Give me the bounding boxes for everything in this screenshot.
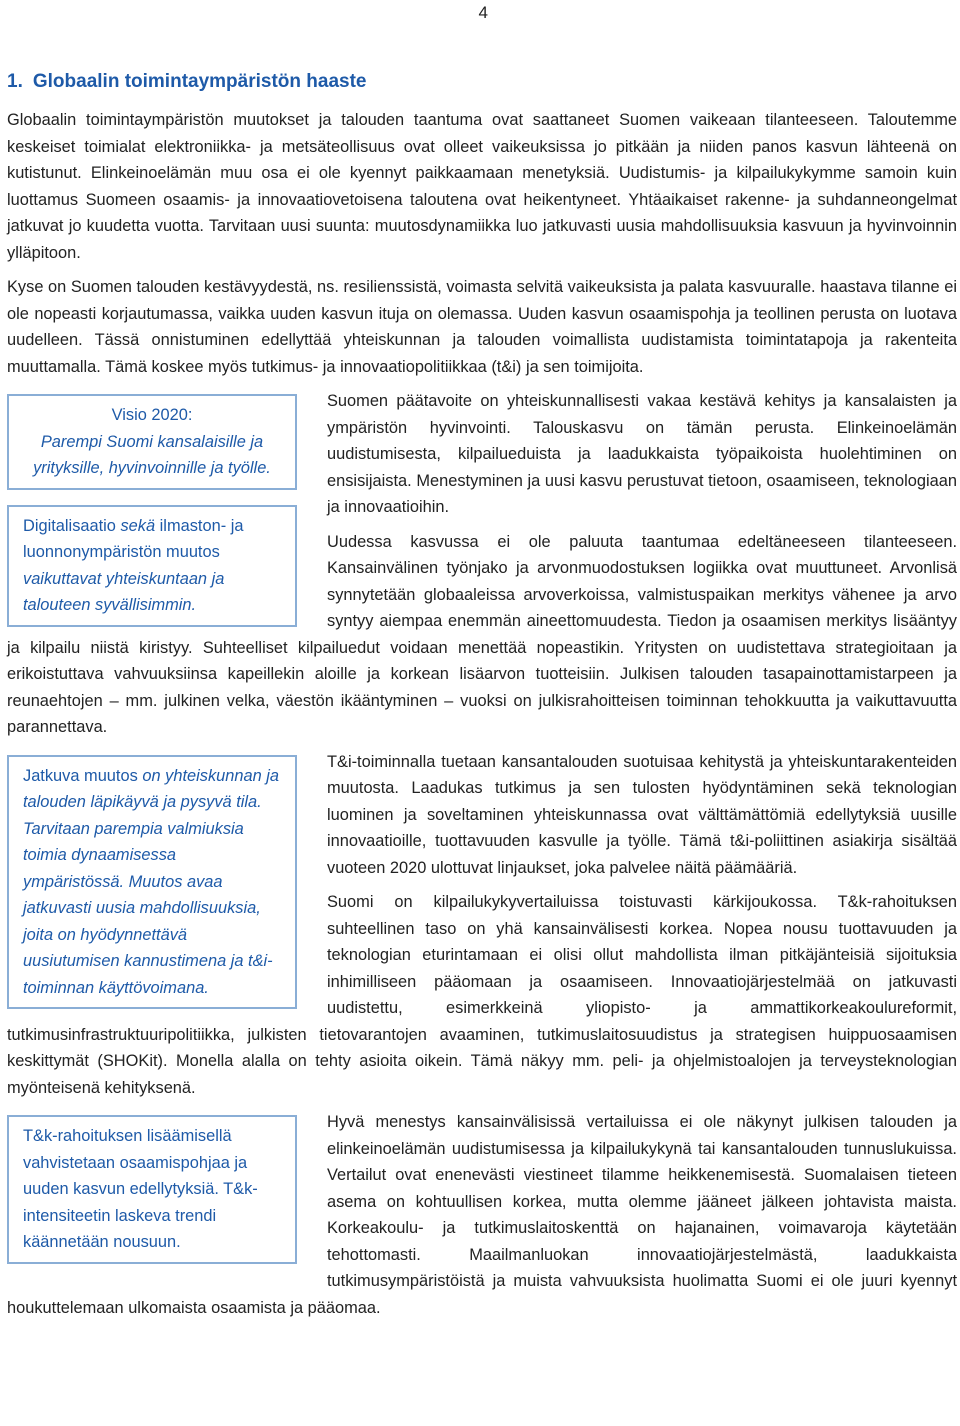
paragraph-3: Suomen päätavoite on yhteiskunnallisesti vakaa kestävä kehitys ja kansalaisten ja ympäristön hyvinvointi. Talouskasvu on tämän perusta. Elinkeinoelämän uudistumisesta, kilpailueduista ja laadukkaista työpaikoista huolehtiminen on ensisijaista. Menestyminen ja uusi kasvu perustuvat tietoon, osaamiseen, teknologiaan ja innovaatioihin. xyxy=(327,392,957,516)
paragraph-2: Kyse on Suomen talouden kestävyydestä, ns. resilienssistä, voimasta selvitä vaikeuksista ja palata kasvuuralle. haastava tilanne ei ole nopeasti korjautumassa, vaikka uuden kasvun ituja on olemassa. Uuden kasvun osaamispohja ja teollinen perusta on luotava uudelleen. Tässä onnistuminen edellyttää yhteiskunnan ja talouden voimallista uudistamista toimintatapoja ja rakenteita muuttamalla. Tämä koskee myös tutkimus- ja innovaatiopolitiikkaa (t&i) ja sen toimijoita. xyxy=(7,278,957,376)
rd-box xyxy=(7,1115,297,1264)
digital-italic-2: vaikuttavat yhteiskuntaan ja talouteen syvällisimmin. xyxy=(23,569,225,614)
rd-sidebar xyxy=(7,1115,297,1264)
paragraph-7: Hyvä menestys kansainvälisissä vertailuissa ei ole näkynyt julkisen talouden ja elinkeinoelämän uudistumisessa ja kilpailukykynä tai kansantalouden tunnuslukuissa. Vertailut ovat enenevästi viestineet tilamme heikkenemisestä. Suomalaisen tieteen asema on kohtuullisen korkea, mutta olemme jääneet jälkeen johtavista maista. Korkeakoulu- ja tutkimuslaitoskenttä on hajanainen, voimavaroja käytetään tehottomasti. Maailmanluokan innovaatiojärjestelmästä, laadukkaista tutkimusympäristöistä ja muista vahvuuksista huolimatta Suomi ei ole juuri kyennyt houkuttelemaan ulkomaista osaamista ja pääomaa. xyxy=(7,1113,957,1317)
document-body xyxy=(7,68,957,1329)
digital-lead: Digitalisaatio xyxy=(23,516,121,535)
paragraph-1: Globaalin toimintaympäristön muutokset ja talouden taantuma ovat saattaneet Suomen vaikeaan tilanteeseen. Taloutemme keskeiset toimialat elektroniikka- ja metsäteollisuus ovat olleet vaikeuksissa jo pitkään ja niiden panos kasvun lähteenä on kutistunut. Elinkeinoelämän muu osa ei ole kyennyt paikkaamaan menetyksiä. Uudistumis- ja kilpailukykymme samoin kuin luottamus Suomeen osaamis- ja innovaatiovetoisena taloutena ovat heikentyneet. Yhtäaikaiset rakenne- ja suhdanneongelmat jatkuvat jo kuudetta vuotta. Tarvitaan uusi suunta: muutosdynamiikka luo jatkuvasti uusia mahdollisuuksia kasvuun ja hyvinvoinnin ylläpitoon. xyxy=(7,111,957,262)
section-title: Globaalin toimintaympäristön haaste xyxy=(32,71,367,92)
digitalisation-box xyxy=(7,505,297,627)
vision-title: Visio 2020: xyxy=(111,406,193,424)
digital-mid: ilmaston- ja luonnonympäristön muutos xyxy=(23,516,244,561)
change-text: on yhteiskunnan ja talouden läpikäyvä ja pysyvä tila. Tarvitaan parempia valmiuksia toimia dynaamisessa ympäristössä. Muutos avaa jatkuvasti uusia mahdollisuuksia, joita on hyödynnettävä uusiutumisen kannustimena ja t&i-toiminnan käyttövoimana. xyxy=(23,766,280,997)
change-box xyxy=(7,755,297,1010)
change-lead: Jatkuva muutos xyxy=(23,766,143,785)
paragraph-4: Uudessa kasvussa ei ole paluuta taantumaa edeltäneeseen tilanteeseen. Kansainvälinen työnjako ja arvonmuodostuksen logiikka ovat muuttuneet. Arvonlisä synnytetään globaaleissa arvoverkoissa, valmistuspaikan merkitys vähenee ja arvo syntyy aiempaa enemmän aineettomuudesta. Tiedon ja osaamisen merkitys lisääntyy ja kilpailu niistä kiristyy. Suhteelliset kilpailuedut voidaan menettää nopeastikin. Yritysten on uudistettava strategioitaan ja erikoistuttava vahvuuksiinsa kapeillekin aloille ja korkean lisäarvon tuotteisiin. Julkisen talouden tasapainottamistarpeen ja reunaehtojen – mm. julkinen velka, väestön ikääntyminen – vuoksi on julkisrahoitteisen toiminnan tehokkuutta ja vaikuttavuutta parannettava. xyxy=(7,532,957,736)
paragraph-6: Suomi on kilpailukykyvertailuissa toistuvasti kärkijoukossa. T&k-rahoituksen suhteellinen taso on yhä kansainvälisesti korkea. Nopea nousu tuottavuuden ja teknologian eturintamaan ei olisi ollut mahdollista ilman pitkäjänteisiä sijoituksia inhimilliseen pääomaan ja osaamiseen. Innovaatiojärjestelmää on jatkuvasti uudistettu, esimerkkeinä yliopisto- ja ammattikorkeakoulureformit, tutkimusinfrastruktuuripolitiikka, julkisten tietovarantojen avaaminen, tutkimuslaitosuudistus ja strategisen huippuosaamisen keskittymät (SHOKit). Monella alalla on tehty asioita oikein. Tämä näkyy mm. peli- ja ohjelmistoalojen ja terveysteknologian myönteisenä kehityksenä. xyxy=(7,893,957,1097)
section-number: 1. xyxy=(7,71,23,92)
paragraph-5: T&i-toiminnalla tuetaan kansantalouden suotuisaa kehitystä ja yhteiskuntarakenteiden muutosta. Laadukas tutkimus ja sen tulosten hyödyntäminen sekä teknologian luominen ja soveltaminen yhteiskunnassa ovat välttämättömiä edellytyksiä uusille innovaatioille, tuottavuuden kasvulle ja työlle. Tämä t&i-poliittinen asiakirja sisältää vuoteen 2020 ulottuvat linjaukset, joka palvelee näitä päämääriä. xyxy=(327,752,957,877)
change-sidebar xyxy=(7,755,297,1010)
vision-box xyxy=(7,394,297,490)
vision-sidebar xyxy=(7,394,297,627)
vision-text: Parempi Suomi kansalaisille ja yrityksille, hyvinvoinnille ja työlle. xyxy=(33,432,271,477)
section-heading xyxy=(7,68,957,96)
page-number: 4 xyxy=(478,3,488,22)
rd-text: T&k-rahoituksen lisäämisellä vahvistetaan osaamispohjaa ja uuden kasvun edellytyksiä. T&k-intensiteetin laskeva trendi käännetään nousuun. xyxy=(23,1127,258,1251)
digital-italic-1: sekä xyxy=(120,516,156,535)
